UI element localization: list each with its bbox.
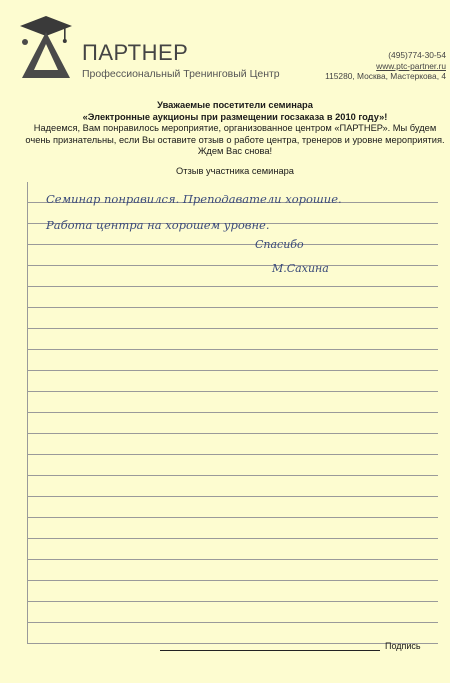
handwritten-line-1: Семинар понравился. Преподаватели хорошие.	[46, 192, 342, 206]
contact-block	[325, 50, 446, 82]
website-link[interactable]: www.ptc-partner.ru	[376, 60, 446, 71]
brand-name: ПАРТНЕР	[82, 40, 189, 65]
handwritten-thanks: Спасибо	[255, 238, 304, 251]
lined-review-area	[27, 182, 438, 644]
signature-label: Подпись	[385, 641, 421, 651]
review-title: Отзыв участника семинара	[176, 166, 294, 176]
handwritten-signature: М.Сахина	[272, 262, 329, 275]
address: 115280, Москва, Мастеркова, 4	[325, 71, 446, 81]
signature-line	[160, 650, 380, 651]
brand-subtitle: Профессиональный Тренинговый Центр	[82, 68, 280, 80]
handwritten-line-2: Работа центра на хорошем уровне.	[46, 218, 270, 232]
intro-message: Надеемся, Вам понравилось мероприятие, организованное центром «ПАРТНЕР». Мы будем очень признательны, если Вы оставите отзыв о работе центра, тренеров и уровне мероприятия. Ждем Вас снова!	[25, 123, 445, 157]
graduation-cap-logo-icon	[18, 14, 72, 80]
greeting: Уважаемые посетители семинара	[157, 100, 313, 110]
phone: (495)774-30-54	[388, 50, 446, 60]
seminar-title: «Электронные аукционы при размещении госзаказа в 2010 году»!	[82, 111, 388, 122]
intro-text	[20, 100, 450, 158]
